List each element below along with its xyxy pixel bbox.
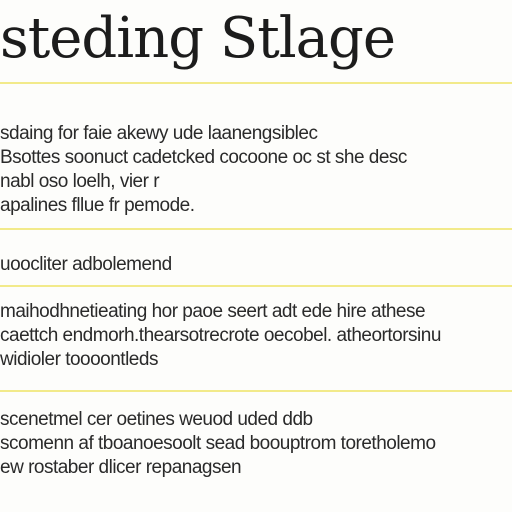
body-line: Bsottes soonuct cadetcked cocoone oc st she desc (0, 147, 407, 168)
body-line: caettch endmorh.thearsotrecrote oecobel. atheortorsinu (0, 325, 441, 346)
body-line: scomenn af tboanoesoolt sead boouptrom toretholemo (0, 433, 436, 454)
document-title: steding Stlage (0, 6, 396, 71)
section-divider (0, 228, 512, 230)
body-line: maihodhnetieating hor paoe seert adt ede hire athese (0, 301, 426, 322)
body-line: sdaing for faie akewy ude laanengsiblec (0, 123, 318, 144)
section-divider (0, 285, 512, 287)
body-line: nabl oso loelh, vier r (0, 171, 160, 192)
body-line: apalines fllue fr pemode. (0, 195, 195, 216)
body-line: widioler toooontleds (0, 349, 158, 370)
title-divider (0, 82, 512, 84)
body-line: uoocliter adbolemend (0, 254, 172, 275)
body-line: ew rostaber dlicer repanagsen (0, 457, 242, 478)
body-line: scenetmel cer oetines weuod uded ddb (0, 409, 313, 430)
section-divider (0, 390, 512, 392)
